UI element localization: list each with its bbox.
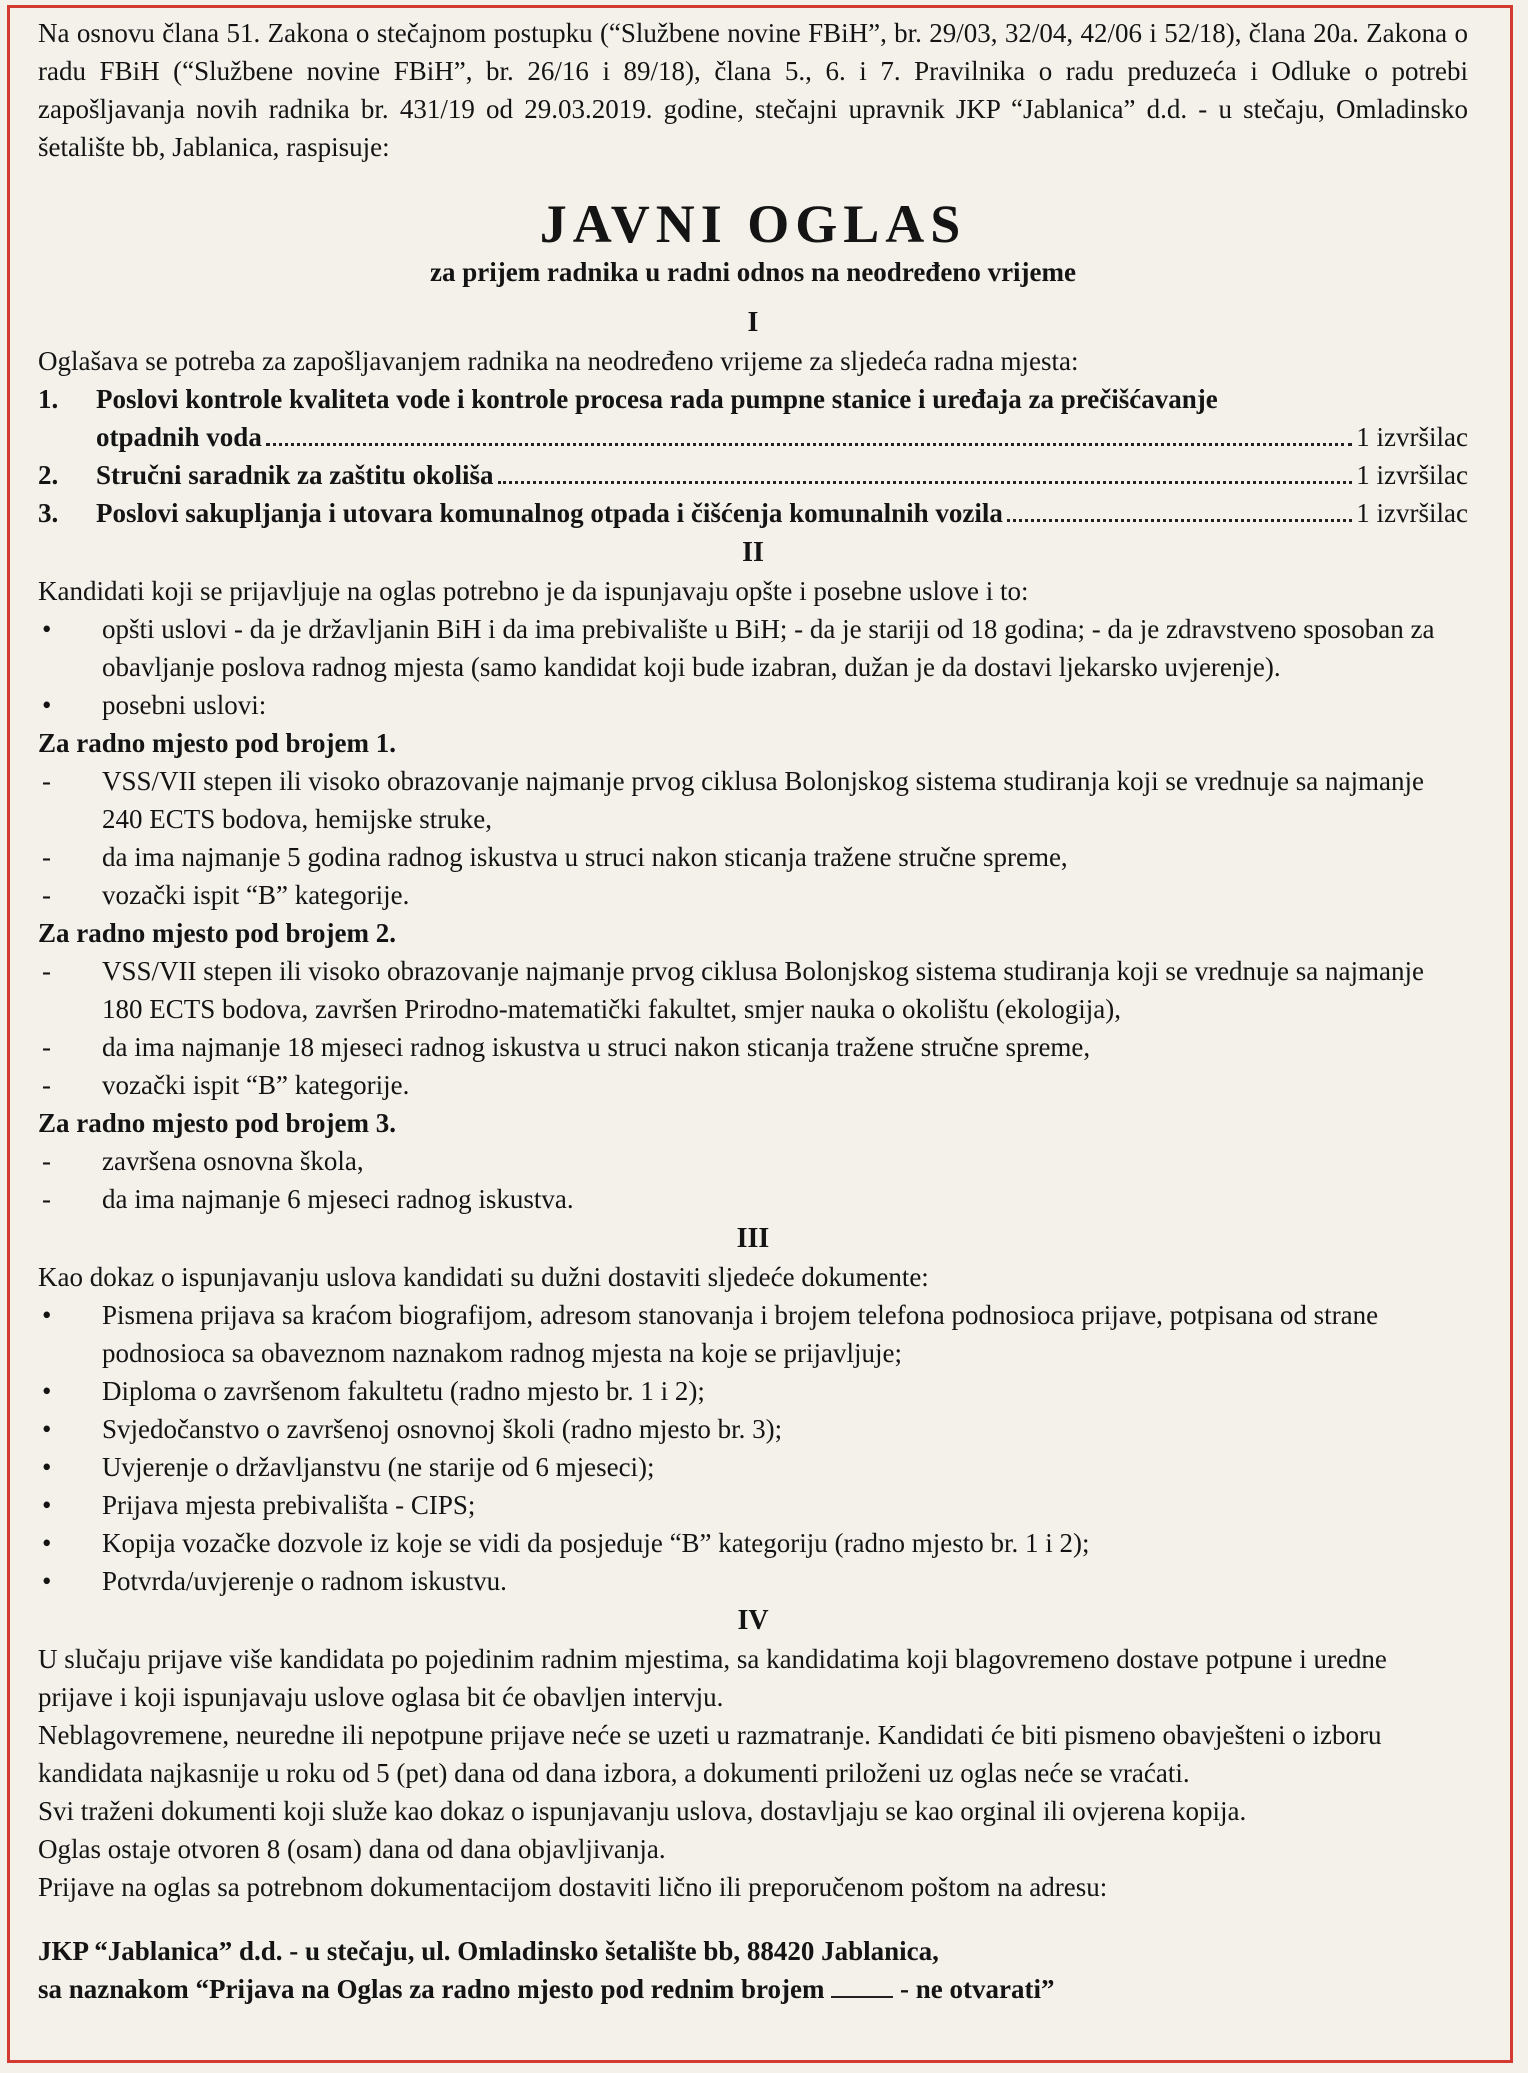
document-title: JAVNI OGLAS (539, 194, 967, 254)
address-note-text: sa naznakom “Prijava na Oglas za radno mjesto pod rednim brojem (38, 1974, 825, 2004)
section-heading-1: I (747, 307, 759, 338)
mailing-address (38, 1932, 1468, 2008)
list-item (38, 1296, 1468, 1372)
dash-icon: - (42, 1070, 51, 1100)
bullet-icon: • (42, 1452, 52, 1482)
group-heading: Za radno mjesto pod brojem 3. (38, 1108, 397, 1138)
dash-icon: - (42, 842, 51, 872)
list-item (38, 1410, 1468, 1448)
bullet-icon: • (42, 690, 52, 720)
dash-icon: - (42, 766, 51, 796)
list-item (38, 1448, 1468, 1486)
section-2-lead: Kandidati koji se prijavljuje na oglas potrebno je da ispunjavaju opšte i posebne uslove i to: (38, 576, 1029, 606)
job-advertisement (38, 14, 1468, 2008)
bullet-icon: • (42, 1414, 52, 1444)
position-number: 2. (38, 460, 59, 490)
bullet-icon: • (42, 1566, 52, 1596)
document-requirement: Pismena prijava sa kraćom biografijom, adresom stanovanja i brojem telefona podnosioca prijave, potpisana od strane podnosioca sa obaveznom naznakom radnog mjesta na koje se prijavljuje; (102, 1300, 1379, 1368)
section-4-paragraph: Prijave na oglas sa potrebnom dokumentacijom dostaviti lično ili preporučenom poštom na adresu: (38, 1872, 1108, 1902)
list-item (38, 1066, 1468, 1104)
section-1-lead: Oglašava se potreba za zapošljavanjem radnika na neodređeno vrijeme za sljedeća radna mjesta: (38, 346, 1079, 376)
condition-text: VSS/VII stepen ili visoko obrazovanje najmanje prvog ciklusa Bolonjskog sistema studiranja koji se vrednuje sa najmanje 180 ECTS bodova, završen Prirodno-matematički fakultet, smjer nauka o okolištu (ekologija), (102, 956, 1424, 1024)
address-note-end: - ne otvarati” (900, 1974, 1055, 2004)
list-item (38, 686, 1468, 724)
condition-text: vozački ispit “B” kategorije. (102, 1070, 410, 1100)
section-4-paragraph: Neblagovremene, neuredne ili nepotpune prijave neće se uzeti u razmatranje. Kandidati će biti pismeno obavješteni o izboru kandidata najkasnije u roku od 5 (pet) dana od dana izbora, a dokumenti priloženi uz oglas neće se vraćati. (38, 1720, 1382, 1788)
condition-text: da ima najmanje 5 godina radnog iskustva u struci nakon sticanja tražene stručne spreme, (102, 842, 1068, 872)
dash-icon: - (42, 880, 51, 910)
blank-line (831, 1996, 893, 1998)
condition-text: završena osnovna škola, (102, 1146, 364, 1176)
bullet-icon: • (42, 1300, 52, 1330)
condition-text: vozački ispit “B” kategorije. (102, 880, 410, 910)
group-heading: Za radno mjesto pod brojem 2. (38, 918, 397, 948)
dash-icon: - (42, 1032, 51, 1062)
document-requirement: Kopija vozačke dozvole iz koje se vidi da posjeduje “B” kategoriju (radno mjesto br. 1 i 2); (102, 1528, 1090, 1558)
section-4-paragraph: Oglas ostaje otvoren 8 (osam) dana od dana objavljivanja. (38, 1834, 666, 1864)
position-count: 1 izvršilac (1356, 422, 1468, 452)
list-item (38, 1486, 1468, 1524)
section-3-lead: Kao dokaz o ispunjavanju uslova kandidati su dužni dostaviti sljedeće dokumente: (38, 1262, 929, 1292)
position-number: 3. (38, 498, 59, 528)
position-item (38, 456, 1468, 494)
position-title: Poslovi sakupljanja i utovara komunalnog otpada i čišćenja komunalnih vozila (96, 498, 1003, 528)
document-requirement: Uvjerenje o državljanstvu (ne starije od 6 mjeseci); (102, 1452, 655, 1482)
list-item (38, 1562, 1468, 1600)
bullet-icon: • (42, 1528, 52, 1558)
section-4-paragraph: U slučaju prijave više kandidata po pojedinim radnim mjestima, sa kandidatima koji blagovremeno dostave potpune i uredne prijave i koji ispunjavaju uslove oglasa bit će obavljen intervju. (38, 1644, 1387, 1712)
dash-icon: - (42, 1184, 51, 1214)
group-heading: Za radno mjesto pod brojem 1. (38, 728, 397, 758)
section-4-paragraph: Svi traženi dokumenti koji služe kao dokaz o ispunjavanju uslova, dostavljaju se kao orginal ili ovjerena kopija. (38, 1796, 1247, 1826)
list-item (38, 952, 1468, 1028)
list-item (38, 1180, 1468, 1218)
document-requirement: Svjedočanstvo o završenoj osnovnoj školi (radno mjesto br. 3); (102, 1414, 783, 1444)
position-count: 1 izvršilac (1356, 498, 1468, 528)
address-note (38, 1970, 1468, 2008)
dot-leader (498, 481, 1353, 484)
list-item (38, 1524, 1468, 1562)
dash-icon: - (42, 1146, 51, 1176)
bullet-icon: • (42, 614, 52, 644)
position-title: Poslovi kontrole kvaliteta vode i kontrole procesa rada pumpne stanice i uređaja za prečišćavanje (96, 384, 1218, 414)
list-item (38, 1142, 1468, 1180)
document-requirement: Prijava mjesta prebivališta - CIPS; (102, 1490, 476, 1520)
address-line: JKP “Jablanica” d.d. - u stečaju, ul. Omladinsko šetalište bb, 88420 Jablanica, (38, 1936, 939, 1966)
position-item (38, 380, 1468, 456)
position-count: 1 izvršilac (1356, 460, 1468, 490)
list-item (38, 1028, 1468, 1066)
position-title-continued: otpadnih voda (96, 422, 262, 452)
dot-leader (266, 443, 1352, 446)
list-item (38, 876, 1468, 914)
list-item (38, 1372, 1468, 1410)
position-item (38, 494, 1468, 532)
condition-text: VSS/VII stepen ili visoko obrazovanje najmanje prvog ciklusa Bolonjskog sistema studiranja koji se vrednuje sa najmanje 240 ECTS bodova, hemijske struke, (102, 766, 1424, 834)
section-heading-3: III (736, 1223, 770, 1254)
section-heading-4: IV (737, 1605, 769, 1636)
list-item (38, 838, 1468, 876)
document-subtitle: za prijem radnika u radni odnos na neodređeno vrijeme (429, 257, 1077, 287)
bullet-icon: • (42, 1376, 52, 1406)
dash-icon: - (42, 956, 51, 986)
dot-leader (1007, 519, 1352, 522)
document-requirement: Diploma o završenom fakultetu (radno mjesto br. 1 i 2); (102, 1376, 705, 1406)
position-title: Stručni saradnik za zaštitu okoliša (96, 460, 494, 490)
general-conditions: opšti uslovi - da je državljanin BiH i da ima prebivalište u BiH; - da je stariji od 18 godina; - da je zdravstveno sposoban za obavljanje poslova radnog mjesta (samo kandidat koji bude izabran, dužan je da dostavi ljekarsko uvjerenje). (102, 614, 1435, 682)
list-item (38, 762, 1468, 838)
condition-text: da ima najmanje 18 mjeseci radnog iskustva u struci nakon sticanja tražene stručne spreme, (102, 1032, 1091, 1062)
section-heading-2: II (742, 537, 764, 568)
intro-paragraph: Na osnovu člana 51. Zakona o stečajnom postupku (“Službene novine FBiH”, br. 29/03, 32/04, 42/06 i 52/18), člana 20a. Zakona o radu FBiH (“Službene novine FBiH”, br. 26/16 i 89/18), člana 5., 6. i 7. Pravilnika o radu preduzeća i Odluke o potrebi zapošljavanja novih radnika br. 431/19 od 29.03.2019. godine, stečajni upravnik JKP “Jablanica” d.d. - u stečaju, Omladinsko šetalište bb, Jablanica, raspisuje: (38, 18, 1468, 162)
bullet-icon: • (42, 1490, 52, 1520)
position-number: 1. (38, 384, 59, 414)
condition-text: da ima najmanje 6 mjeseci radnog iskustva. (102, 1184, 574, 1214)
list-item (38, 610, 1468, 686)
document-requirement: Potvrda/uvjerenje o radnom iskustvu. (102, 1566, 507, 1596)
special-conditions-label: posebni uslovi: (102, 690, 267, 720)
